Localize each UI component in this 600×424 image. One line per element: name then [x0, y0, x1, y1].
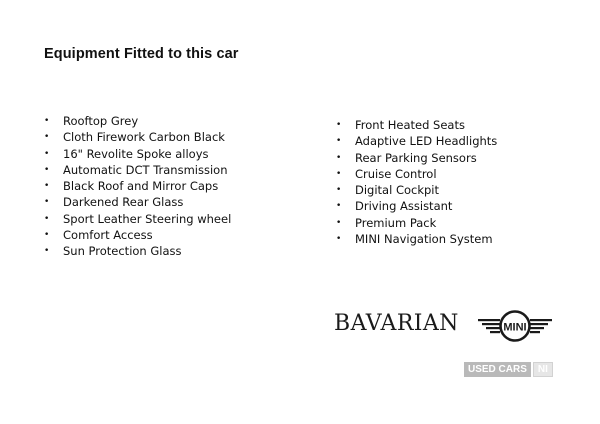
equipment-item-label: 16" Revolite Spoke alloys [63, 146, 209, 161]
bullet-icon: • [336, 120, 342, 130]
bullet-icon: • [44, 230, 50, 241]
bullet-icon: • [336, 136, 342, 147]
list-item [44, 194, 231, 210]
bullet-icon: • [336, 234, 342, 245]
bullet-icon: • [44, 148, 50, 159]
list-item [44, 162, 231, 178]
equipment-list-right [336, 117, 497, 247]
list-item [336, 215, 497, 231]
equipment-item-label: Comfort Access [63, 228, 153, 243]
list-item [44, 113, 231, 129]
bullet-icon: • [44, 181, 50, 192]
list-item [44, 146, 231, 162]
list-item [336, 231, 497, 247]
list-item [336, 133, 497, 149]
equipment-item-label: Cloth Firework Carbon Black [63, 130, 225, 145]
list-item [44, 129, 231, 145]
bullet-icon: • [336, 201, 342, 212]
equipment-item-label: Adaptive LED Headlights [355, 134, 498, 149]
equipment-item-label: Digital Cockpit [355, 183, 440, 198]
bullet-icon: • [44, 116, 50, 126]
equipment-item-label: Black Roof and Mirror Caps [63, 179, 219, 194]
equipment-item-label: Premium Pack [355, 215, 437, 230]
equipment-item-label: Rooftop Grey [63, 114, 139, 128]
mini-logo-icon [476, 309, 554, 345]
bullet-icon: • [44, 197, 50, 208]
equipment-item-label: Front Heated Seats [355, 118, 465, 132]
list-item [44, 243, 231, 259]
equipment-item-label: Darkened Rear Glass [63, 195, 184, 210]
bavarian-logo: BAVARIAN [334, 311, 459, 336]
list-item [336, 198, 497, 214]
equipment-item-label: Driving Assistant [355, 199, 453, 214]
equipment-item-label: Cruise Control [355, 166, 437, 181]
list-item [336, 117, 497, 133]
list-item [336, 182, 497, 198]
mini-logo-text: MINI [503, 321, 527, 334]
equipment-item-label: Sport Leather Steering wheel [63, 211, 232, 226]
equipment-item-label: MINI Navigation System [355, 232, 493, 247]
bullet-icon: • [44, 132, 50, 143]
list-item [44, 227, 231, 243]
bullet-icon: • [44, 164, 50, 175]
page-title: Equipment Fitted to this car [44, 46, 239, 62]
bullet-icon: • [336, 217, 342, 228]
region-label: NI [533, 362, 553, 377]
list-item [44, 178, 231, 194]
equipment-item-label: Automatic DCT Transmission [63, 162, 228, 177]
used-cars-badge [464, 362, 553, 377]
bullet-icon: • [44, 246, 50, 257]
bullet-icon: • [336, 168, 342, 179]
equipment-list-left [44, 113, 231, 260]
list-item [44, 211, 231, 227]
used-cars-label: USED CARS [464, 362, 531, 377]
bullet-icon: • [336, 185, 342, 196]
equipment-item-label: Rear Parking Sensors [355, 150, 477, 165]
list-item [336, 166, 497, 182]
list-item [336, 150, 497, 166]
equipment-item-label: Sun Protection Glass [63, 244, 182, 259]
bullet-icon: • [44, 213, 50, 224]
bullet-icon: • [336, 152, 342, 163]
